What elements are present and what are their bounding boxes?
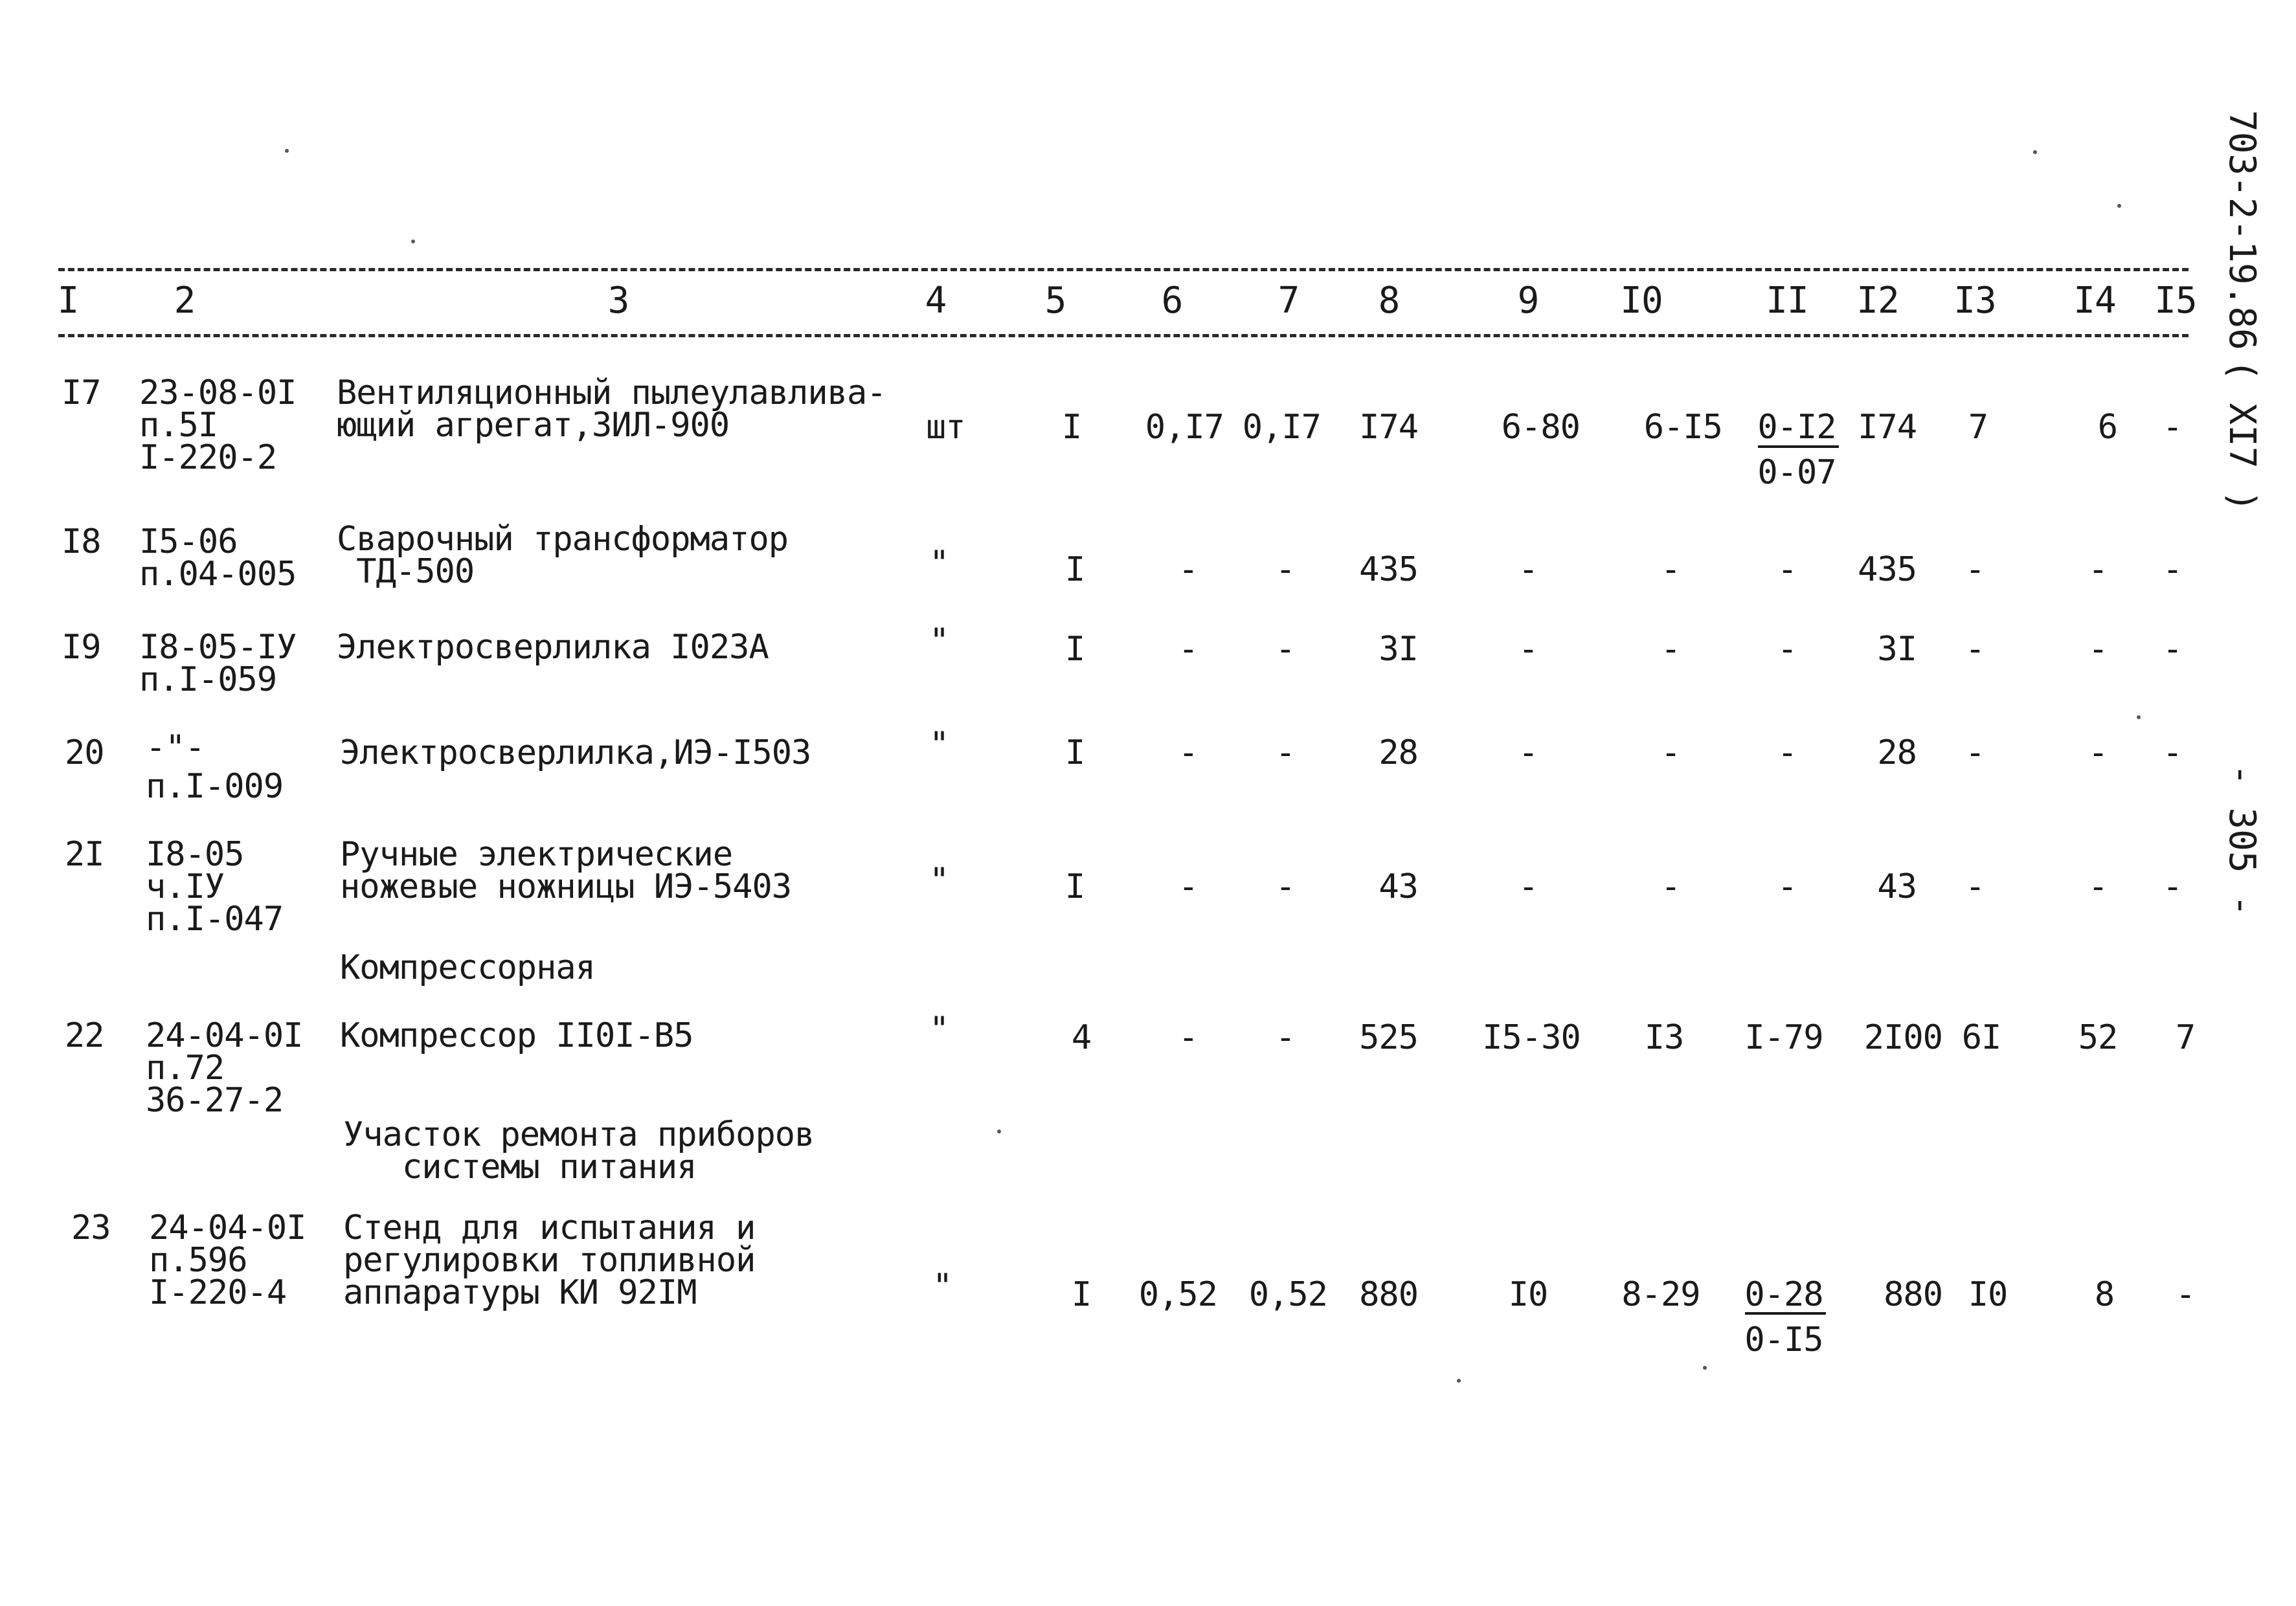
col-header-12: I2 — [1856, 280, 1899, 322]
col-header-5: 5 — [1044, 280, 1066, 322]
col8: 525 — [1359, 1018, 1418, 1057]
col-header-15: I5 — [2154, 280, 2197, 322]
col-header-6: 6 — [1161, 280, 1183, 322]
col8: 880 — [1359, 1275, 1418, 1314]
row-number: I8 — [62, 522, 101, 561]
code-line: п.I-009 — [146, 767, 284, 806]
col6: 0,I7 — [1145, 408, 1224, 447]
col13: - — [1964, 867, 1985, 906]
col14: 8 — [2094, 1275, 2115, 1314]
fraction-line — [1745, 1312, 1826, 1315]
col7: - — [1275, 550, 1295, 589]
col12: 2I00 — [1863, 1018, 1942, 1057]
col-header-4: 4 — [925, 280, 947, 322]
col6: - — [1178, 550, 1198, 589]
col7: - — [1275, 733, 1295, 772]
scan-speck — [1457, 1379, 1461, 1383]
row-number: 23 — [71, 1209, 111, 1247]
page-number: - 305 - — [2221, 764, 2263, 917]
col13: I0 — [1968, 1275, 2008, 1314]
col9: 6-80 — [1501, 408, 1580, 447]
code-line: 23-08-0I — [139, 374, 297, 412]
col14: 6 — [2097, 408, 2117, 447]
unit: " — [932, 1267, 952, 1306]
item-name-line: Электросверлилка I023А — [337, 628, 769, 667]
scan-speck — [285, 149, 289, 153]
quantity: I — [1064, 867, 1085, 906]
unit: " — [929, 621, 949, 660]
col8: I74 — [1359, 408, 1418, 447]
col14: - — [2088, 733, 2108, 772]
code-line: п.596 — [149, 1241, 247, 1280]
document-code: 703-2-19.86 — [2221, 110, 2263, 350]
col-header-1: I — [57, 280, 79, 322]
col-header-7: 7 — [1277, 280, 1300, 322]
item-name-line: ТД-500 — [337, 552, 475, 591]
col10: I3 — [1644, 1018, 1684, 1057]
unit: " — [929, 544, 949, 583]
col15: - — [2162, 408, 2183, 447]
code-line: ч.IУ — [146, 867, 225, 906]
col10: 6-I5 — [1643, 408, 1722, 447]
col9: I0 — [1508, 1275, 1548, 1314]
header-rule-bottom — [58, 334, 2189, 337]
section-heading: Компрессорная — [340, 948, 595, 987]
col11: - — [1777, 867, 1797, 906]
fraction-line — [1758, 445, 1839, 448]
unit: шт — [926, 408, 965, 447]
code-line: 24-04-0I — [146, 1016, 303, 1055]
code-line: I-220-4 — [149, 1273, 287, 1312]
code-line: п.I-047 — [146, 900, 284, 939]
unit: " — [929, 1010, 949, 1049]
section-heading: системы питания — [343, 1148, 697, 1187]
col11: - — [1777, 733, 1797, 772]
col7: - — [1275, 630, 1295, 669]
col10: - — [1660, 630, 1681, 669]
scan-speck — [2033, 150, 2037, 154]
item-name-line: регулировки топливной — [343, 1241, 756, 1280]
item-name-line: Сварочный трансформатор — [337, 520, 789, 559]
col13: - — [1964, 550, 1985, 589]
col7: 0,I7 — [1242, 408, 1321, 447]
code-line: 24-04-0I — [149, 1209, 306, 1247]
col10: 8-29 — [1621, 1275, 1700, 1314]
col15: - — [2162, 733, 2183, 772]
col15: - — [2162, 550, 2183, 589]
col11-top: 0-I2 — [1757, 408, 1836, 447]
code-line: п.I-059 — [139, 660, 277, 699]
code-line: I5-06 — [139, 522, 238, 561]
code-line: п.5I — [139, 406, 218, 445]
unit: " — [929, 861, 949, 900]
code-line: п.04-005 — [139, 555, 297, 594]
col15: 7 — [2175, 1018, 2196, 1057]
row-number: I7 — [62, 374, 101, 412]
code-line: I8-05-IУ — [139, 628, 297, 667]
col12: 435 — [1858, 550, 1917, 589]
col10: - — [1660, 867, 1681, 906]
scan-speck — [1703, 1366, 1707, 1370]
col-header-2: 2 — [174, 280, 196, 322]
item-name-line: Электросверлилка,ИЭ-I503 — [340, 733, 811, 772]
col9: - — [1518, 550, 1538, 589]
col12: 28 — [1877, 733, 1917, 772]
row-number: 2I — [65, 835, 104, 874]
col11: I-79 — [1744, 1018, 1823, 1057]
item-name-line: аппаратуры КИ 92IМ — [343, 1273, 697, 1312]
col9: - — [1518, 630, 1538, 669]
item-name-line: Компрессор II0I-В5 — [340, 1016, 693, 1055]
row-number: I9 — [62, 628, 101, 667]
col12: 3I — [1877, 630, 1917, 669]
col11: - — [1777, 630, 1797, 669]
col15: - — [2175, 1275, 2196, 1314]
col15: - — [2162, 867, 2183, 906]
col7: - — [1275, 1018, 1295, 1057]
col6: - — [1178, 867, 1198, 906]
item-name-line: ющий агрегат,ЗИЛ-900 — [337, 406, 730, 445]
col12: I74 — [1858, 408, 1917, 447]
code-line: I8-05 — [146, 835, 244, 874]
col13: 6I — [1961, 1018, 2001, 1057]
col11-top: 0-28 — [1744, 1275, 1823, 1314]
col9: I5-30 — [1482, 1018, 1581, 1057]
scan-speck — [997, 1130, 1001, 1133]
header-rule-top — [58, 268, 2189, 271]
col6: 0,52 — [1138, 1275, 1217, 1314]
sheet-number: ( XI7 ) — [2221, 359, 2263, 513]
col13: - — [1964, 733, 1985, 772]
section-heading: Участок ремонта приборов — [343, 1115, 815, 1154]
code-line: 36-27-2 — [146, 1081, 284, 1120]
item-name-line: ножевые ножницы ИЭ-5403 — [340, 867, 792, 906]
col7: 0,52 — [1248, 1275, 1327, 1314]
col11-bottom: 0-I5 — [1744, 1321, 1823, 1359]
item-name-line: Стенд для испытания и — [343, 1209, 756, 1247]
col6: - — [1178, 733, 1198, 772]
quantity: I — [1064, 550, 1085, 589]
col12: 880 — [1884, 1275, 1942, 1314]
col-header-9: 9 — [1517, 280, 1539, 322]
col14: - — [2088, 867, 2108, 906]
row-number: 22 — [65, 1016, 104, 1055]
unit: " — [929, 725, 949, 764]
col6: - — [1178, 630, 1198, 669]
col10: - — [1660, 550, 1681, 589]
col8: 28 — [1379, 733, 1418, 772]
quantity: I — [1064, 630, 1085, 669]
code-line: -"- — [146, 728, 205, 767]
scan-speck — [411, 240, 415, 243]
col-header-11: II — [1766, 280, 1808, 322]
code-line: I-220-2 — [139, 438, 277, 477]
col-header-14: I4 — [2073, 280, 2116, 322]
col11-bottom: 0-07 — [1757, 453, 1836, 492]
col12: 43 — [1877, 867, 1917, 906]
col9: - — [1518, 867, 1538, 906]
col13: 7 — [1968, 408, 1988, 447]
col9: - — [1518, 733, 1538, 772]
col14: 52 — [2078, 1018, 2118, 1057]
col15: - — [2162, 630, 2183, 669]
col8: 43 — [1379, 867, 1418, 906]
scan-speck — [2117, 204, 2121, 208]
col-header-13: I3 — [1953, 280, 1996, 322]
col6: - — [1178, 1018, 1198, 1057]
item-name-line: Вентиляционный пылеулавлива- — [337, 374, 886, 412]
col8: 3I — [1379, 630, 1418, 669]
col-header-3: 3 — [607, 280, 629, 322]
code-line: п.72 — [146, 1049, 225, 1087]
col14: - — [2088, 550, 2108, 589]
col13: - — [1964, 630, 1985, 669]
col10: - — [1660, 733, 1681, 772]
quantity: I — [1061, 408, 1082, 447]
col8: 435 — [1359, 550, 1418, 589]
quantity: I — [1064, 733, 1085, 772]
col-header-8: 8 — [1378, 280, 1400, 322]
col7: - — [1275, 867, 1295, 906]
col-header-10: I0 — [1620, 280, 1663, 322]
col14: - — [2088, 630, 2108, 669]
quantity: I — [1071, 1275, 1092, 1314]
item-name-line: Ручные электрические — [340, 835, 733, 874]
row-number: 20 — [65, 733, 104, 772]
col11: - — [1777, 550, 1797, 589]
scan-speck — [2137, 715, 2141, 719]
quantity: 4 — [1071, 1018, 1092, 1057]
